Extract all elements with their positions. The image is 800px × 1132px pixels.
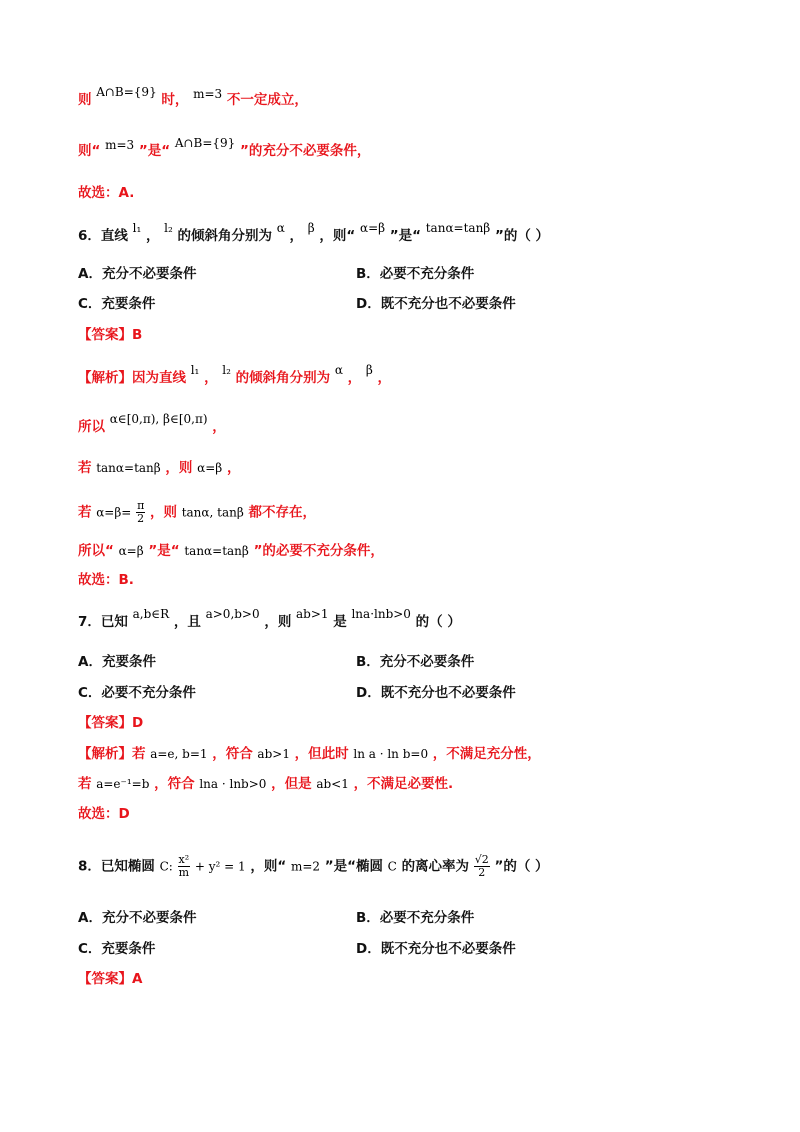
q6-option-c: C．充要条件	[78, 296, 156, 312]
math-ab-greater-1: ab>1	[257, 747, 290, 761]
text: 的（ ）	[415, 614, 461, 630]
q8-option-a: A．充分不必要条件	[78, 910, 197, 926]
text: 若	[78, 776, 92, 792]
fraction-denominator: m	[178, 866, 190, 879]
math-beta: β	[365, 363, 373, 377]
math-alpha-equals-beta: α=β	[197, 461, 223, 475]
math-l2: l₂	[164, 221, 173, 235]
math-alpha-equals-beta: α=β	[118, 544, 144, 558]
text: 的离心率为	[401, 858, 470, 875]
text: ，则	[150, 504, 177, 521]
text: 的倾斜角分别为	[177, 228, 273, 244]
question-8-stem	[78, 854, 549, 879]
question-7-stem	[78, 607, 461, 632]
fraction-numerator: π	[137, 499, 145, 512]
math-m-equals-3: m=3	[193, 87, 223, 101]
q6-option-a: A．充分不必要条件	[78, 266, 197, 282]
text: ，则	[165, 460, 193, 476]
text: ”的（ ）	[494, 858, 549, 875]
text: ，	[145, 228, 160, 244]
text: ，	[204, 370, 218, 386]
text: ”是“椭圆	[324, 858, 383, 875]
fraction-denominator: 2	[137, 512, 145, 525]
math-ellipse-c: C:	[159, 859, 173, 874]
text: ”的必要不充分条件，	[253, 543, 384, 559]
text: ，	[289, 228, 304, 244]
text: ，	[377, 370, 391, 386]
text: ，且	[173, 614, 201, 630]
text: 6．直线	[78, 228, 128, 244]
q7-option-a: A．充要条件	[78, 654, 156, 670]
math-a-e-b-1: a=e, b=1	[150, 747, 208, 761]
math-l1: l₁	[132, 221, 142, 235]
text: 的倾斜角分别为	[235, 370, 331, 386]
q6-option-b: B．必要不充分条件	[356, 266, 475, 282]
math-set-intersection: A∩B={9}	[96, 85, 157, 99]
math-tan-equal: tanα=tanβ	[425, 221, 491, 235]
text: ，但是	[271, 776, 312, 792]
math-ab-less-1: ab<1	[316, 777, 349, 791]
math-ellipse-rest: + y² = 1	[194, 859, 246, 874]
q7-option-d: D．既不充分也不必要条件	[356, 685, 516, 701]
q6-solution-line-3	[78, 458, 240, 478]
math-m-equals-2: m=2	[290, 859, 321, 874]
text: ，符合	[154, 776, 195, 792]
fraction-denominator: 2	[478, 866, 486, 879]
math-ln-product-zero: ln a · ln b=0	[353, 747, 429, 761]
math-pi-over-2	[136, 500, 145, 525]
text: 所以“	[78, 543, 114, 559]
prev-solution-choice: 故选：A.	[78, 185, 135, 201]
q8-answer: 【答案】A	[78, 971, 143, 987]
math-beta: β	[307, 221, 315, 235]
text: ，则“	[250, 858, 287, 875]
text: ，	[212, 419, 226, 435]
q7-option-c: C．必要不充分条件	[78, 685, 196, 701]
text: 7．已知	[78, 614, 128, 630]
text: 都不存在，	[248, 504, 316, 521]
q7-option-b: B．充分不必要条件	[356, 654, 475, 670]
math-ab-greater-1: ab>1	[296, 607, 329, 621]
text: ，符合	[212, 746, 253, 762]
math-set-intersection: A∩B={9}	[174, 136, 236, 150]
q6-answer: 【答案】B	[78, 327, 143, 343]
text: ”的（ ）	[494, 228, 550, 244]
q7-solution-line-2	[78, 774, 453, 794]
text: 【解析】若	[78, 746, 146, 762]
math-angle-ranges: α∈[0,π), β∈[0,π)	[109, 412, 208, 426]
text: 8．已知椭圆	[78, 858, 155, 875]
q6-solution-line-5	[78, 541, 384, 561]
text: 不一定成立，	[226, 92, 308, 108]
math-l1: l₁	[190, 363, 200, 377]
math-l2: l₂	[222, 363, 231, 377]
q7-answer: 【答案】D	[78, 715, 144, 731]
math-ab-real: a,b∈R	[132, 607, 170, 621]
math-ln-product: lna · lnb>0	[199, 777, 267, 791]
q7-solution-line-1	[78, 744, 541, 764]
text: 是	[333, 614, 347, 630]
math-alpha: α	[334, 363, 343, 377]
text: ，	[347, 370, 362, 386]
text: 则“	[78, 143, 101, 159]
prev-solution-line-2	[78, 136, 371, 161]
fraction-numerator: √2	[474, 853, 489, 866]
math-tan-equal: tanα=tanβ	[96, 461, 161, 475]
q6-choice: 故选：B.	[78, 572, 134, 588]
math-ln-product: lna·lnb>0	[351, 607, 411, 621]
math-a-e-inverse: a=e⁻¹=b	[96, 777, 150, 791]
q6-solution-line-4	[78, 500, 316, 525]
text: ，但此时	[294, 746, 349, 762]
q8-option-c: C．充要条件	[78, 941, 156, 957]
q6-solution-line-2	[78, 412, 226, 437]
q6-solution-line-1	[78, 363, 391, 388]
math-m-equals-3: m=3	[105, 138, 135, 152]
text: ，不满足充分性，	[432, 746, 541, 762]
q7-choice: 故选：D	[78, 806, 130, 822]
math-alpha: α	[276, 221, 285, 235]
text: ，不满足必要性.	[353, 776, 454, 792]
text: 若	[78, 460, 92, 476]
text: ”的充分不必要条件，	[240, 143, 371, 159]
text: 【解析】因为直线	[78, 370, 186, 386]
math-tan-alpha-beta: tanα, tanβ	[181, 505, 244, 520]
text: ，则	[264, 614, 292, 630]
math-tan-equal: tanα=tanβ	[184, 544, 249, 558]
q8-option-b: B．必要不充分条件	[356, 910, 475, 926]
text: 所以	[78, 419, 105, 435]
text: ，则“	[319, 228, 356, 244]
q6-option-d: D．既不充分也不必要条件	[356, 296, 516, 312]
math-c: C	[387, 859, 397, 874]
text: ”是“	[138, 143, 171, 159]
text: ，	[226, 460, 241, 476]
prev-solution-line-1	[78, 85, 308, 110]
q8-option-d: D．既不充分也不必要条件	[356, 941, 516, 957]
math-sqrt2-over-2	[474, 854, 490, 879]
question-6-stem	[78, 221, 550, 246]
text: 则	[78, 92, 92, 108]
math-alpha-equals-beta: α=β	[359, 221, 386, 235]
text: ”是“	[389, 228, 422, 244]
text: ”是“	[148, 543, 180, 559]
math-alpha-beta-equal: α=β=	[96, 505, 132, 520]
text: 若	[78, 504, 92, 521]
math-ab-positive: a>0,b>0	[205, 607, 260, 621]
text: 时，	[161, 92, 189, 108]
math-x2-over-m	[178, 854, 191, 879]
fraction-numerator: x²	[178, 853, 190, 866]
